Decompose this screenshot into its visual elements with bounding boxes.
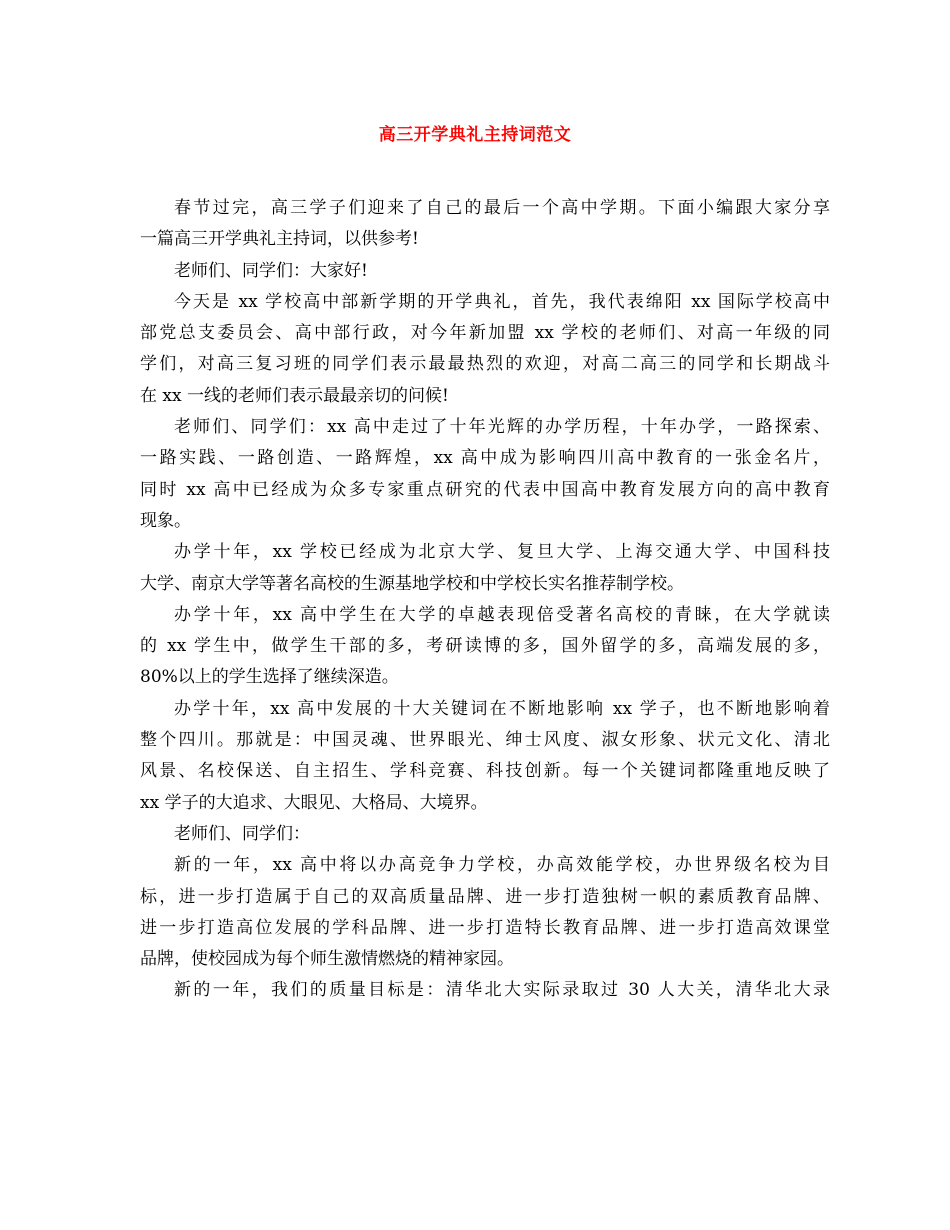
paragraph bbox=[140, 819, 830, 850]
paragraph-line: 一篇高三开学典礼主持词，以供参考! bbox=[140, 229, 419, 250]
paragraph bbox=[140, 694, 830, 819]
paragraph-line: 办学十年，xx 高中学生在大学的卓越表现倍受著名高校的青睐，在大学就读 bbox=[174, 604, 830, 625]
paragraph-line: 一路实践、一路创造、一路辉煌，xx 高中成为影响四川高中教育的一张金名片， bbox=[140, 448, 830, 469]
paragraph-line: 办学十年，xx 高中发展的十大关键词在不断地影响 xx 学子，也不断地影响着 bbox=[174, 698, 830, 719]
paragraph bbox=[140, 193, 830, 256]
paragraph-line: 标，进一步打造属于自己的双高质量品牌、进一步打造独树一帜的素质教育品牌、 bbox=[140, 886, 830, 907]
paragraph-line: 现象。 bbox=[140, 510, 191, 531]
paragraph-line: 老师们、同学们： bbox=[174, 823, 310, 844]
paragraph-line: 的 xx 学生中，做学生干部的多，考研读博的多，国外留学的多，高端发展的多， bbox=[140, 636, 830, 657]
paragraph bbox=[140, 975, 830, 1006]
paragraph-line: 品牌，使校园成为每个师生激情燃烧的精神家园。 bbox=[140, 949, 514, 970]
paragraph-line: 在 xx 一线的老师们表示最最亲切的问候! bbox=[140, 385, 449, 406]
paragraph-line: 新的一年，xx 高中将以办高竞争力学校，办高效能学校，办世界级名校为目 bbox=[174, 855, 830, 876]
paragraph-line: xx 学子的大追求、大眼见、大格局、大境界。 bbox=[140, 792, 488, 813]
paragraph bbox=[140, 256, 830, 287]
paragraph-line: 整个四川。那就是：中国灵魂、世界眼光、绅士风度、淑女形象、状元文化、清北 bbox=[140, 730, 830, 751]
paragraph-line: 同时 xx 高中已经成为众多专家重点研究的代表中国高中教育发展方向的高中教育 bbox=[140, 479, 830, 500]
paragraph-line: 春节过完，高三学子们迎来了自己的最后一个高中学期。下面小编跟大家分享 bbox=[174, 198, 830, 218]
paragraph-line: 大学、南京大学等著名高校的生源基地学校和中学校长实名推荐制学校。 bbox=[140, 573, 684, 594]
paragraph-line: 部党总支委员会、高中部行政，对今年新加盟 xx 学校的老师们、对高一年级的同 bbox=[140, 323, 830, 344]
paragraph bbox=[140, 850, 830, 975]
paragraph-line: 学们，对高三复习班的同学们表示最最热烈的欢迎，对高二高三的同学和长期战斗 bbox=[140, 354, 830, 375]
paragraph bbox=[140, 600, 830, 694]
document-title: 高三开学典礼主持词范文 bbox=[378, 125, 572, 145]
paragraph-line: 新的一年，我们的质量目标是：清华北大实际录取过 30 人大关，清华北大录 bbox=[174, 980, 830, 1001]
paragraph bbox=[140, 537, 830, 600]
paragraph-line: 老师们、同学们：xx 高中走过了十年光辉的办学历程，十年办学，一路探索、 bbox=[174, 417, 830, 438]
paragraph-line: 进一步打造高位发展的学科品牌、进一步打造特长教育品牌、进一步打造高效课堂 bbox=[140, 917, 830, 938]
paragraph-line: 办学十年，xx 学校已经成为北京大学、复旦大学、上海交通大学、中国科技 bbox=[174, 542, 830, 563]
document-body bbox=[140, 193, 830, 1007]
paragraph-line: 80%以上的学生选择了继续深造。 bbox=[140, 667, 399, 688]
paragraph-line: 老师们、同学们：大家好! bbox=[174, 260, 368, 281]
paragraph bbox=[140, 412, 830, 537]
paragraph-line: 风景、名校保送、自主招生、学科竞赛、科技创新。每一个关键词都隆重地反映了 bbox=[140, 761, 830, 782]
paragraph-line: 今天是 xx 学校高中部新学期的开学典礼，首先，我代表绵阳 xx 国际学校高中 bbox=[174, 291, 830, 312]
paragraph bbox=[140, 287, 830, 412]
